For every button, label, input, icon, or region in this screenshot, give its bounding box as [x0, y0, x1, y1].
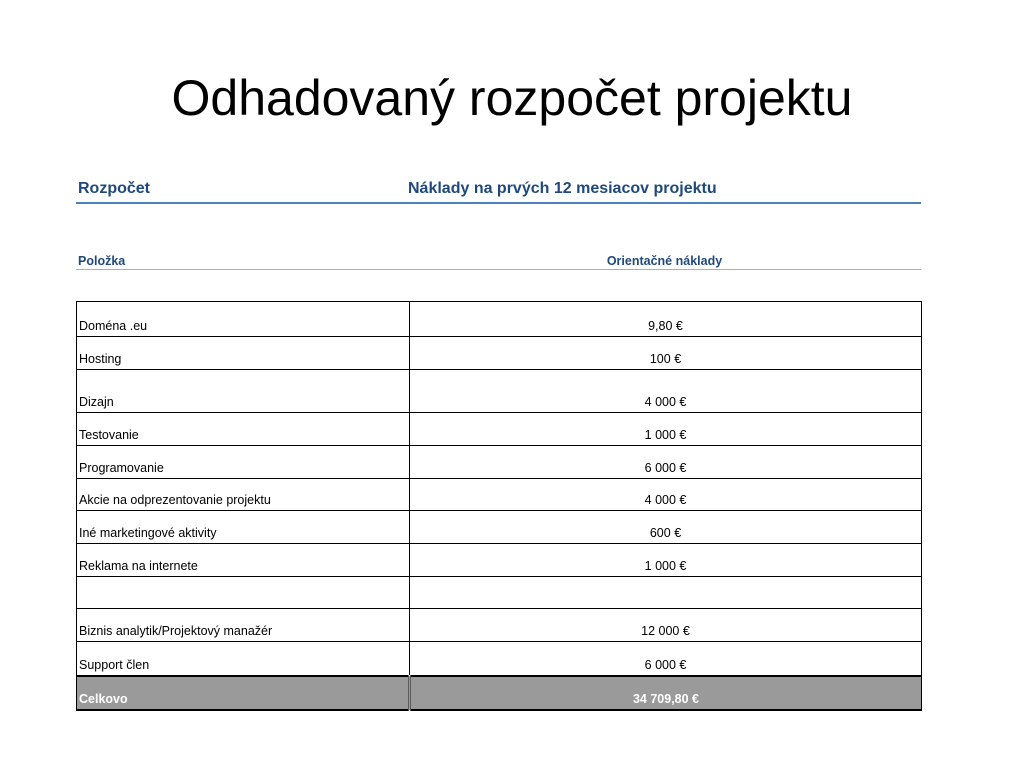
cost-cell: 4 000 €	[410, 479, 922, 511]
table-row	[77, 370, 922, 413]
column-header	[76, 253, 921, 270]
cost-cell: 6 000 €	[410, 446, 922, 479]
item-column-header: Položka	[78, 254, 126, 268]
item-cell: Dizajn	[77, 370, 410, 413]
table-row	[77, 302, 922, 337]
item-cell: Doména .eu	[77, 302, 410, 337]
cost-cell: 1 000 €	[410, 544, 922, 577]
period-label: Náklady na prvých 12 mesiacov projektu	[408, 180, 717, 197]
total-row	[77, 676, 922, 710]
table-row	[77, 577, 922, 609]
budget-label: Rozpočet	[78, 180, 150, 197]
item-cell	[77, 577, 410, 609]
cost-cell	[410, 577, 922, 609]
cost-cell: 6 000 €	[410, 642, 922, 676]
table-row	[77, 446, 922, 479]
table-row	[77, 479, 922, 511]
cost-cell: 12 000 €	[410, 609, 922, 642]
cost-column-header: Orientačné náklady	[606, 254, 723, 268]
item-cell: Support člen	[77, 642, 410, 676]
table-row	[77, 413, 922, 446]
budget-table	[76, 301, 922, 711]
table-row	[77, 337, 922, 370]
item-cell: Iné marketingové aktivity	[77, 511, 410, 544]
item-cell: Testovanie	[77, 413, 410, 446]
table-row	[77, 511, 922, 544]
table-row	[77, 609, 922, 642]
cost-cell: 100 €	[410, 337, 922, 370]
cost-cell: 4 000 €	[410, 370, 922, 413]
cost-cell: 1 000 €	[410, 413, 922, 446]
cost-cell: 600 €	[410, 511, 922, 544]
cost-cell: 9,80 €	[410, 302, 922, 337]
total-value: 34 709,80 €	[410, 676, 922, 710]
table-row	[77, 642, 922, 676]
budget-header	[76, 178, 921, 204]
item-cell: Biznis analytik/Projektový manažér	[77, 609, 410, 642]
item-cell: Hosting	[77, 337, 410, 370]
page-title: Odhadovaný rozpočet projektu	[171, 70, 853, 126]
item-cell: Programovanie	[77, 446, 410, 479]
item-cell: Reklama na internete	[77, 544, 410, 577]
table-row	[77, 544, 922, 577]
item-cell: Akcie na odprezentovanie projektu	[77, 479, 410, 511]
total-label: Celkovo	[77, 676, 410, 710]
